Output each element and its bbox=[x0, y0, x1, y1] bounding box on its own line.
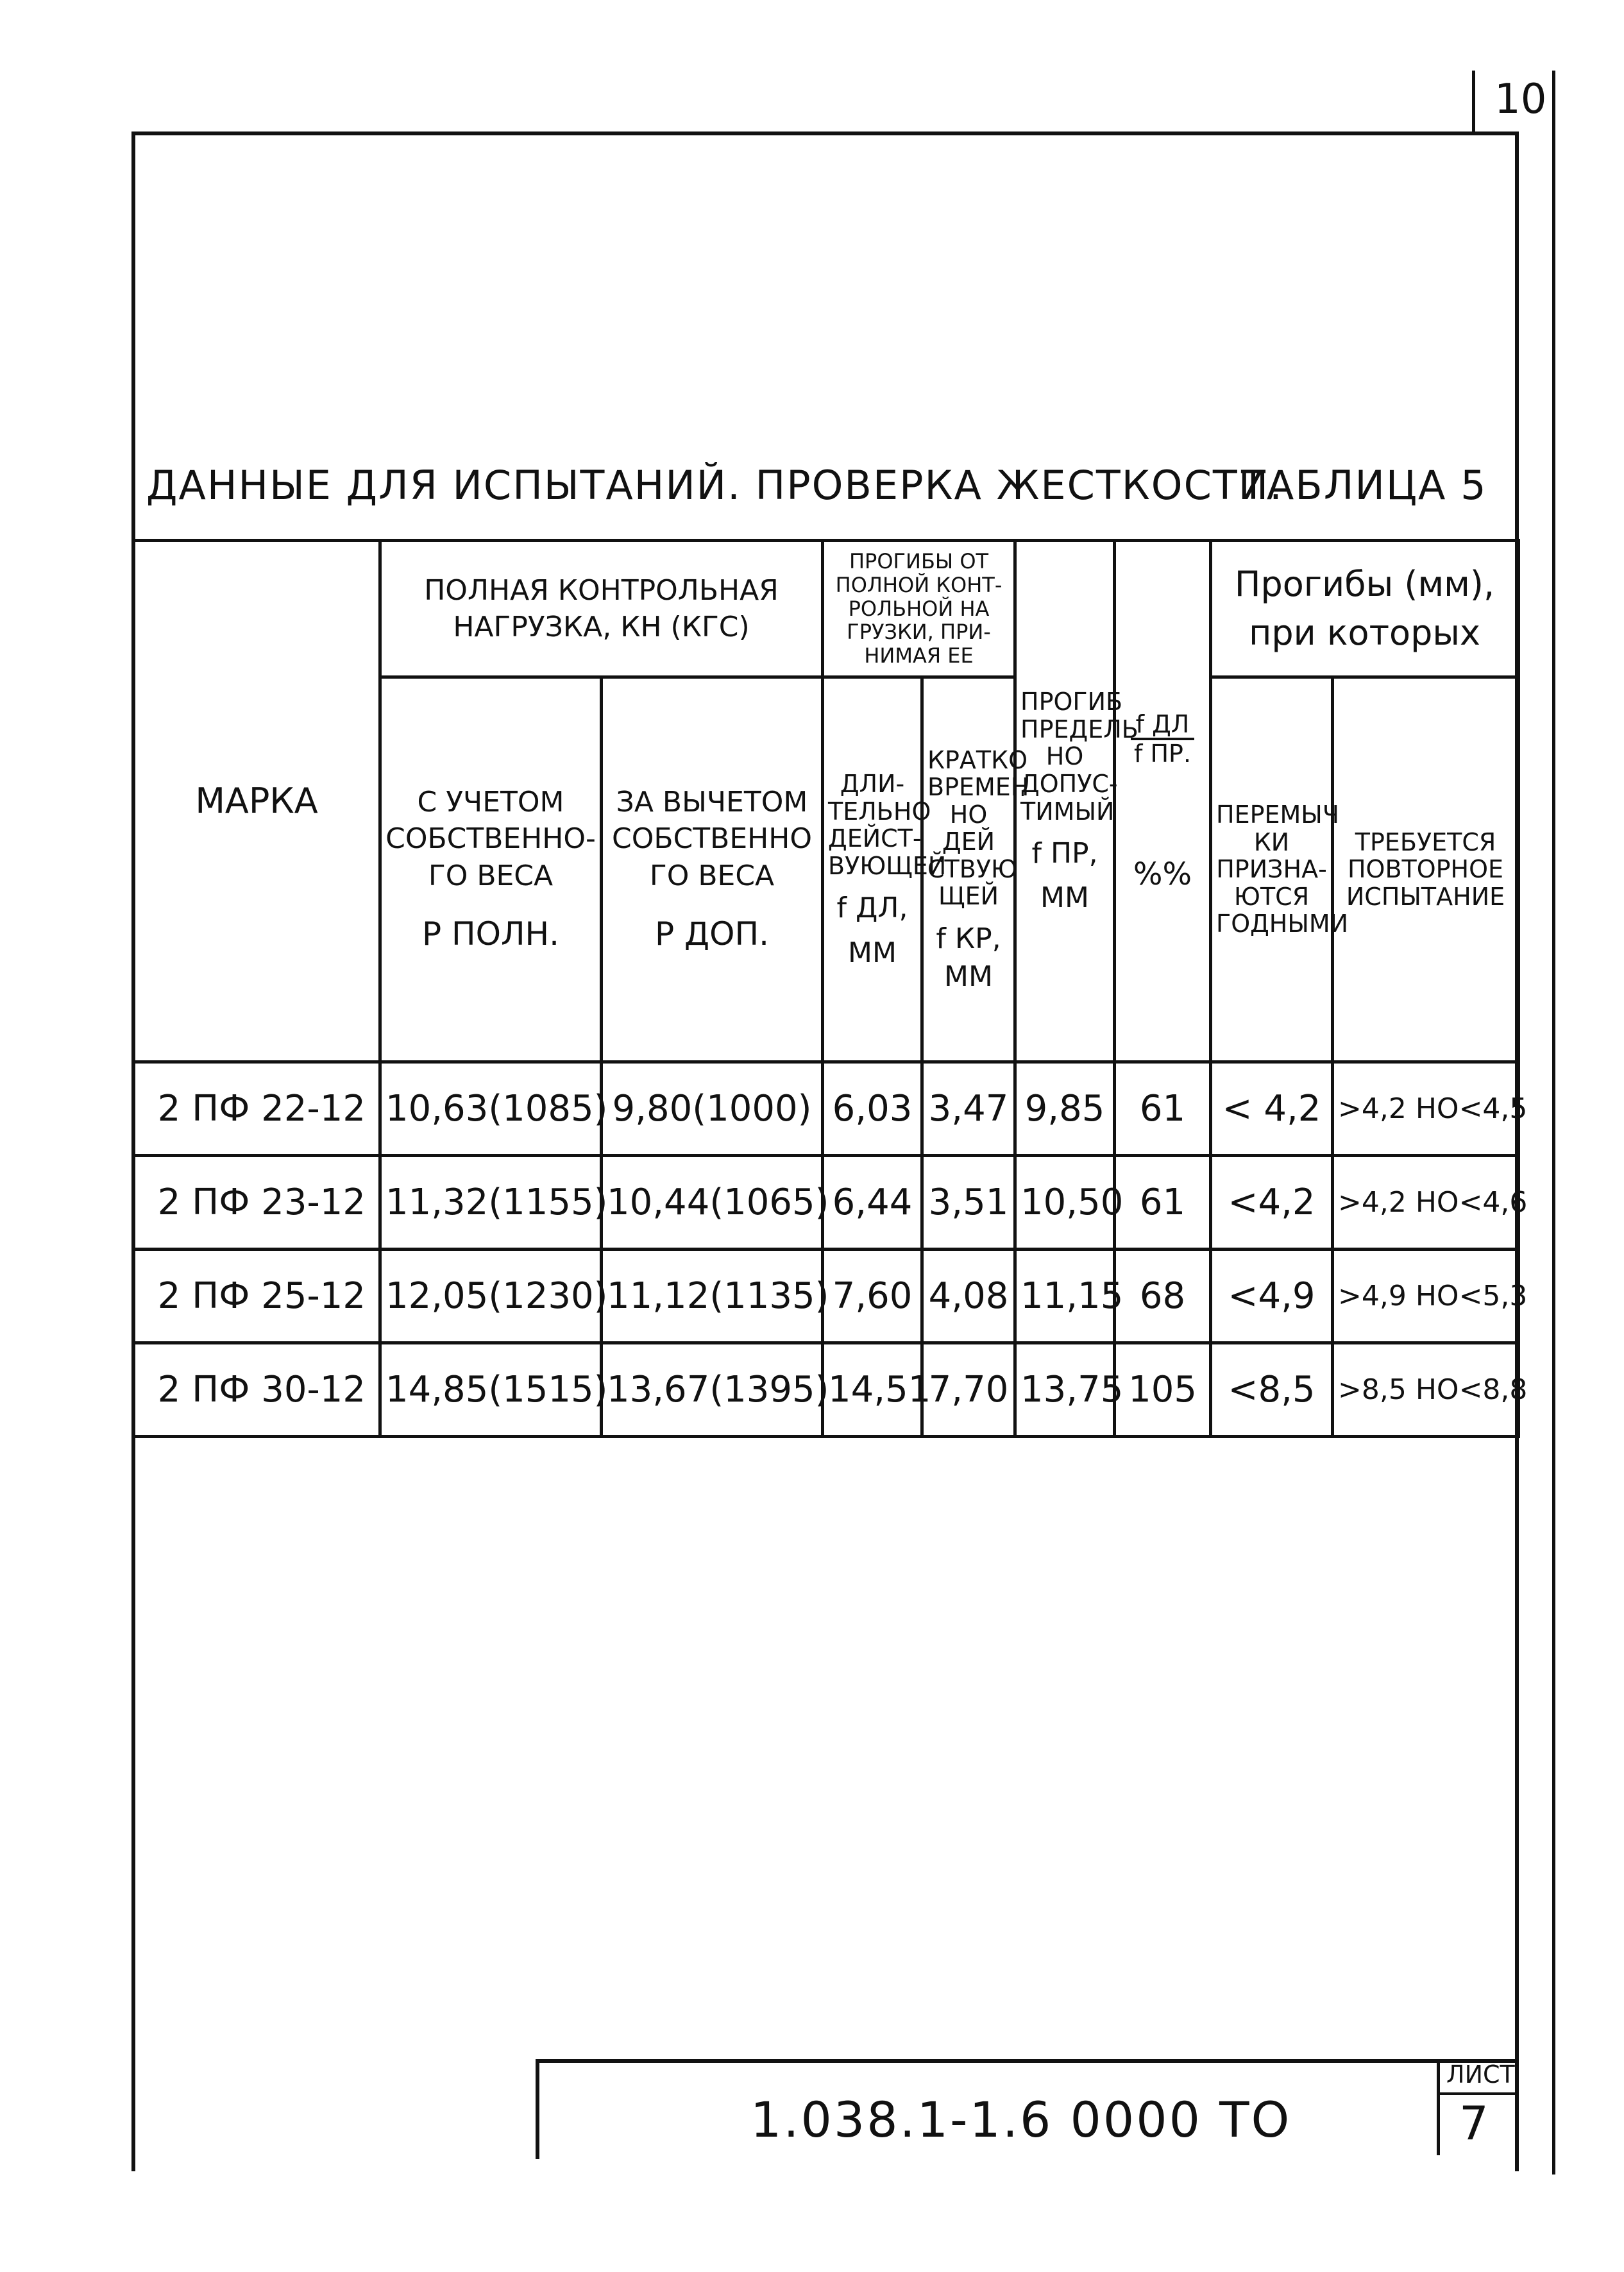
row-f-long: 6,03 bbox=[823, 1062, 922, 1156]
row-ratio: 61 bbox=[1115, 1156, 1211, 1250]
row-f-long: 14,51 bbox=[823, 1343, 922, 1437]
row-accepted: < 4,2 bbox=[1211, 1062, 1333, 1156]
p-add-symbol: Р ДОП. bbox=[655, 915, 769, 953]
document-code: 1.038.1-1.6 0000 ТО bbox=[750, 2091, 1292, 2148]
row-ratio: 68 bbox=[1115, 1250, 1211, 1343]
header-ratio bbox=[1115, 541, 1211, 1062]
row-mark: 2 ПФ 25-12 bbox=[133, 1250, 380, 1343]
limit-deflection-label: ПРОГИБ ПРЕДЕЛЬ НО ДОПУС-ТИМЫЙ bbox=[1020, 688, 1138, 826]
row-mark: 2 ПФ 22-12 bbox=[133, 1062, 380, 1156]
header-mark: МАРКА bbox=[133, 541, 380, 1062]
header-full-load: ПОЛНАЯ КОНТРОЛЬНАЯ НАГРУЗКА, КН (КГС) bbox=[380, 541, 823, 677]
f-limit-symbol: f ПР, bbox=[1031, 837, 1098, 870]
row-mark: 2 ПФ 23-12 bbox=[133, 1156, 380, 1250]
stiffness-test-table bbox=[131, 539, 1528, 1438]
row-retest: >4,2 НО<4,5 bbox=[1333, 1062, 1519, 1156]
row-retest: >4,2 НО<4,6 bbox=[1333, 1156, 1519, 1250]
row-p-add: 11,12(1135) bbox=[602, 1250, 823, 1343]
frame-outer-right-border bbox=[1552, 71, 1555, 2175]
row-f-limit: 11,15 bbox=[1015, 1250, 1115, 1343]
row-f-limit: 13,75 bbox=[1015, 1343, 1115, 1437]
short-term-label: КРАТКО ВРЕМЕН НО ДЕЙ СТВУЮ ЩЕЙ bbox=[927, 745, 1029, 911]
row-f-short: 3,47 bbox=[922, 1062, 1015, 1156]
sheet-box-divider bbox=[1437, 2092, 1515, 2095]
row-mark: 2 ПФ 30-12 bbox=[133, 1343, 380, 1437]
sheet-label: ЛИСТ bbox=[1446, 2060, 1515, 2089]
row-p-full: 10,63(1085) bbox=[380, 1062, 602, 1156]
row-retest: >4,9 НО<5,3 bbox=[1333, 1250, 1519, 1343]
row-ratio: 61 bbox=[1115, 1062, 1211, 1156]
row-f-long: 6,44 bbox=[823, 1156, 922, 1250]
header-accepted: ПЕРЕМЫЧ КИ ПРИЗНА-ЮТСЯ ГОДНЫМИ bbox=[1211, 677, 1333, 1062]
row-p-full: 14,85(1515) bbox=[380, 1343, 602, 1437]
ratio-denominator: f ПР. bbox=[1134, 740, 1192, 768]
frame-top-border bbox=[131, 131, 1517, 135]
row-p-add: 13,67(1395) bbox=[602, 1343, 823, 1437]
ratio-percent: %% bbox=[1133, 856, 1192, 892]
short-term-unit: ММ bbox=[944, 960, 993, 994]
table-label: ТАБЛИЦА 5 bbox=[1241, 462, 1487, 509]
sheet-number: 7 bbox=[1459, 2096, 1489, 2150]
header-long-term bbox=[823, 677, 947, 1062]
row-p-add: 9,80(1000) bbox=[602, 1062, 823, 1156]
without-weight-label: ЗА ВЫЧЕТОМ СОБСТВЕННО ГО ВЕСА bbox=[612, 786, 812, 892]
document-title: ДАННЫЕ ДЛЯ ИСПЫТАНИЙ. ПРОВЕРКА ЖЕСТКОСТИ. bbox=[146, 462, 1283, 509]
f-short-symbol: f КР, bbox=[936, 922, 1001, 955]
header-row-1 bbox=[133, 541, 1519, 677]
header-limit-deflection bbox=[1015, 541, 1138, 1062]
row-f-limit: 9,85 bbox=[1015, 1062, 1115, 1156]
limit-deflection-unit: ММ bbox=[1040, 881, 1089, 915]
header-retest: ТРЕБУЕТСЯ ПОВТОРНОЕ ИСПЫТАНИЕ bbox=[1333, 677, 1519, 1062]
p-full-symbol: Р ПОЛН. bbox=[421, 915, 560, 953]
f-long-symbol: f ДЛ, bbox=[836, 892, 908, 925]
with-weight-label: С УЧЕТОМ СОБСТВЕННО-ГО ВЕСА bbox=[385, 786, 596, 892]
row-p-add: 10,44(1065) bbox=[602, 1156, 823, 1250]
row-accepted: <4,9 bbox=[1211, 1250, 1333, 1343]
table-row bbox=[133, 1343, 1519, 1437]
long-term-label: ДЛИ-ТЕЛЬНО ДЕЙСТ-ВУЮЩЕЙ bbox=[828, 770, 947, 880]
page-number-box-left bbox=[1472, 71, 1475, 135]
table-row bbox=[133, 1062, 1519, 1156]
table-row bbox=[133, 1250, 1519, 1343]
header-with-weight bbox=[380, 677, 602, 1062]
header-without-weight bbox=[602, 677, 823, 1062]
long-term-unit: ММ bbox=[848, 936, 897, 969]
row-ratio: 105 bbox=[1115, 1343, 1211, 1437]
page-number: 10 bbox=[1494, 76, 1547, 123]
row-accepted: <4,2 bbox=[1211, 1156, 1333, 1250]
row-f-short: 4,08 bbox=[922, 1250, 1015, 1343]
row-p-full: 11,32(1155) bbox=[380, 1156, 602, 1250]
row-f-limit: 10,50 bbox=[1015, 1156, 1115, 1250]
header-deflections-from: ПРОГИБЫ ОТ ПОЛНОЙ КОНТ-РОЛЬНОЙ НА ГРУЗКИ, ПРИ-НИМАЯ ЕЕ bbox=[823, 541, 1015, 677]
header-deflections-at: Прогибы (мм), при которых bbox=[1211, 541, 1519, 677]
row-f-short: 3,51 bbox=[922, 1156, 1015, 1250]
row-f-short: 7,70 bbox=[922, 1343, 1015, 1437]
row-retest: >8,5 НО<8,8 bbox=[1333, 1343, 1519, 1437]
table-row bbox=[133, 1156, 1519, 1250]
header-short-term bbox=[922, 677, 1029, 1062]
row-accepted: <8,5 bbox=[1211, 1343, 1333, 1437]
ratio-numerator: f ДЛ bbox=[1131, 711, 1195, 741]
row-f-long: 7,60 bbox=[823, 1250, 922, 1343]
row-p-full: 12,05(1230) bbox=[380, 1250, 602, 1343]
